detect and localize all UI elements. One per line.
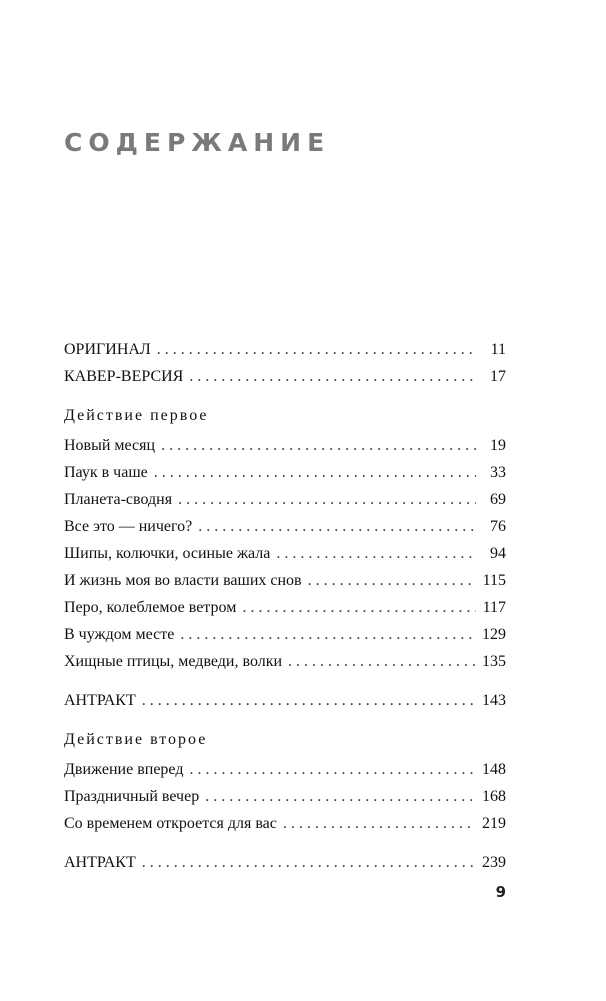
toc-entry-page: 76 bbox=[490, 518, 506, 535]
toc-entry-label: Хищные птицы, медведи, волки bbox=[64, 653, 283, 670]
toc-entry bbox=[64, 540, 506, 567]
toc-entry-original bbox=[64, 336, 506, 363]
toc-entry-page: 33 bbox=[490, 464, 506, 481]
toc-entry bbox=[64, 783, 506, 810]
toc-entry-page: 17 bbox=[490, 368, 506, 385]
dot-leader bbox=[157, 336, 476, 363]
page-title: СОДЕРЖАНИЕ bbox=[64, 128, 331, 157]
dot-leader bbox=[189, 756, 476, 783]
section-heading-act-one: Действие первое bbox=[64, 407, 209, 424]
toc-entry-label: ОРИГИНАЛ bbox=[64, 341, 151, 358]
toc-entry bbox=[64, 810, 506, 837]
dot-leader bbox=[178, 486, 476, 513]
toc-entry-label: АНТРАКТ bbox=[64, 692, 136, 709]
toc-entry-label: КАВЕР-ВЕРСИЯ bbox=[64, 368, 184, 385]
toc-entry-label: И жизнь моя во власти ваших снов bbox=[64, 572, 302, 589]
toc-entry-page: 168 bbox=[482, 788, 506, 805]
dot-leader bbox=[242, 594, 476, 621]
toc-entry bbox=[64, 432, 506, 459]
toc-entry-page: 117 bbox=[482, 599, 506, 616]
toc-entry-page: 143 bbox=[482, 692, 506, 709]
toc-entry-page: 19 bbox=[490, 437, 506, 454]
toc-entry-page: 94 bbox=[490, 545, 506, 562]
toc-entry bbox=[64, 648, 506, 675]
toc-entry-label: В чуждом месте bbox=[64, 626, 175, 643]
dot-leader bbox=[142, 849, 476, 876]
dot-leader bbox=[142, 687, 476, 714]
toc-entry-page: 148 bbox=[482, 761, 506, 778]
toc-entry bbox=[64, 513, 506, 540]
table-of-contents bbox=[64, 336, 506, 876]
toc-entry-label: Паук в чаше bbox=[64, 464, 148, 481]
toc-entry bbox=[64, 594, 506, 621]
dot-leader bbox=[283, 810, 476, 837]
toc-entry-label: Шипы, колючки, осиные жала bbox=[64, 545, 271, 562]
toc-entry-label: Праздничный вечер bbox=[64, 788, 200, 805]
dot-leader bbox=[276, 540, 476, 567]
toc-entry-cover-version bbox=[64, 363, 506, 390]
dot-leader bbox=[198, 513, 476, 540]
dot-leader bbox=[189, 363, 476, 390]
toc-entry-label: Движение вперед bbox=[64, 761, 184, 778]
dot-leader bbox=[161, 432, 476, 459]
toc-entry-label: Со временем откроется для вас bbox=[64, 815, 277, 832]
toc-entry bbox=[64, 621, 506, 648]
toc-entry-label: Перо, колеблемое ветром bbox=[64, 599, 237, 616]
toc-entry-page: 129 bbox=[482, 626, 506, 643]
toc-entry bbox=[64, 567, 506, 594]
toc-entry-label: Все это — ничего? bbox=[64, 518, 193, 535]
toc-entry-label: АНТРАКТ bbox=[64, 854, 136, 871]
page-number: 9 bbox=[495, 883, 506, 901]
dot-leader bbox=[154, 459, 476, 486]
toc-entry-page: 11 bbox=[490, 341, 506, 358]
toc-entry bbox=[64, 459, 506, 486]
toc-entry-label: Новый месяц bbox=[64, 437, 156, 454]
toc-entry-page: 219 bbox=[482, 815, 506, 832]
dot-leader bbox=[205, 783, 476, 810]
dot-leader bbox=[308, 567, 476, 594]
dot-leader bbox=[288, 648, 476, 675]
toc-entry-page: 69 bbox=[490, 491, 506, 508]
toc-entry-page: 115 bbox=[482, 572, 506, 589]
toc-entry-page: 239 bbox=[482, 854, 506, 871]
toc-entry-page: 135 bbox=[482, 653, 506, 670]
toc-entry bbox=[64, 756, 506, 783]
toc-entry-label: Планета-сводня bbox=[64, 491, 173, 508]
section-heading-act-two: Действие второе bbox=[64, 731, 208, 748]
toc-entry-intermission bbox=[64, 687, 506, 714]
toc-entry-intermission bbox=[64, 849, 506, 876]
dot-leader bbox=[180, 621, 476, 648]
toc-entry bbox=[64, 486, 506, 513]
